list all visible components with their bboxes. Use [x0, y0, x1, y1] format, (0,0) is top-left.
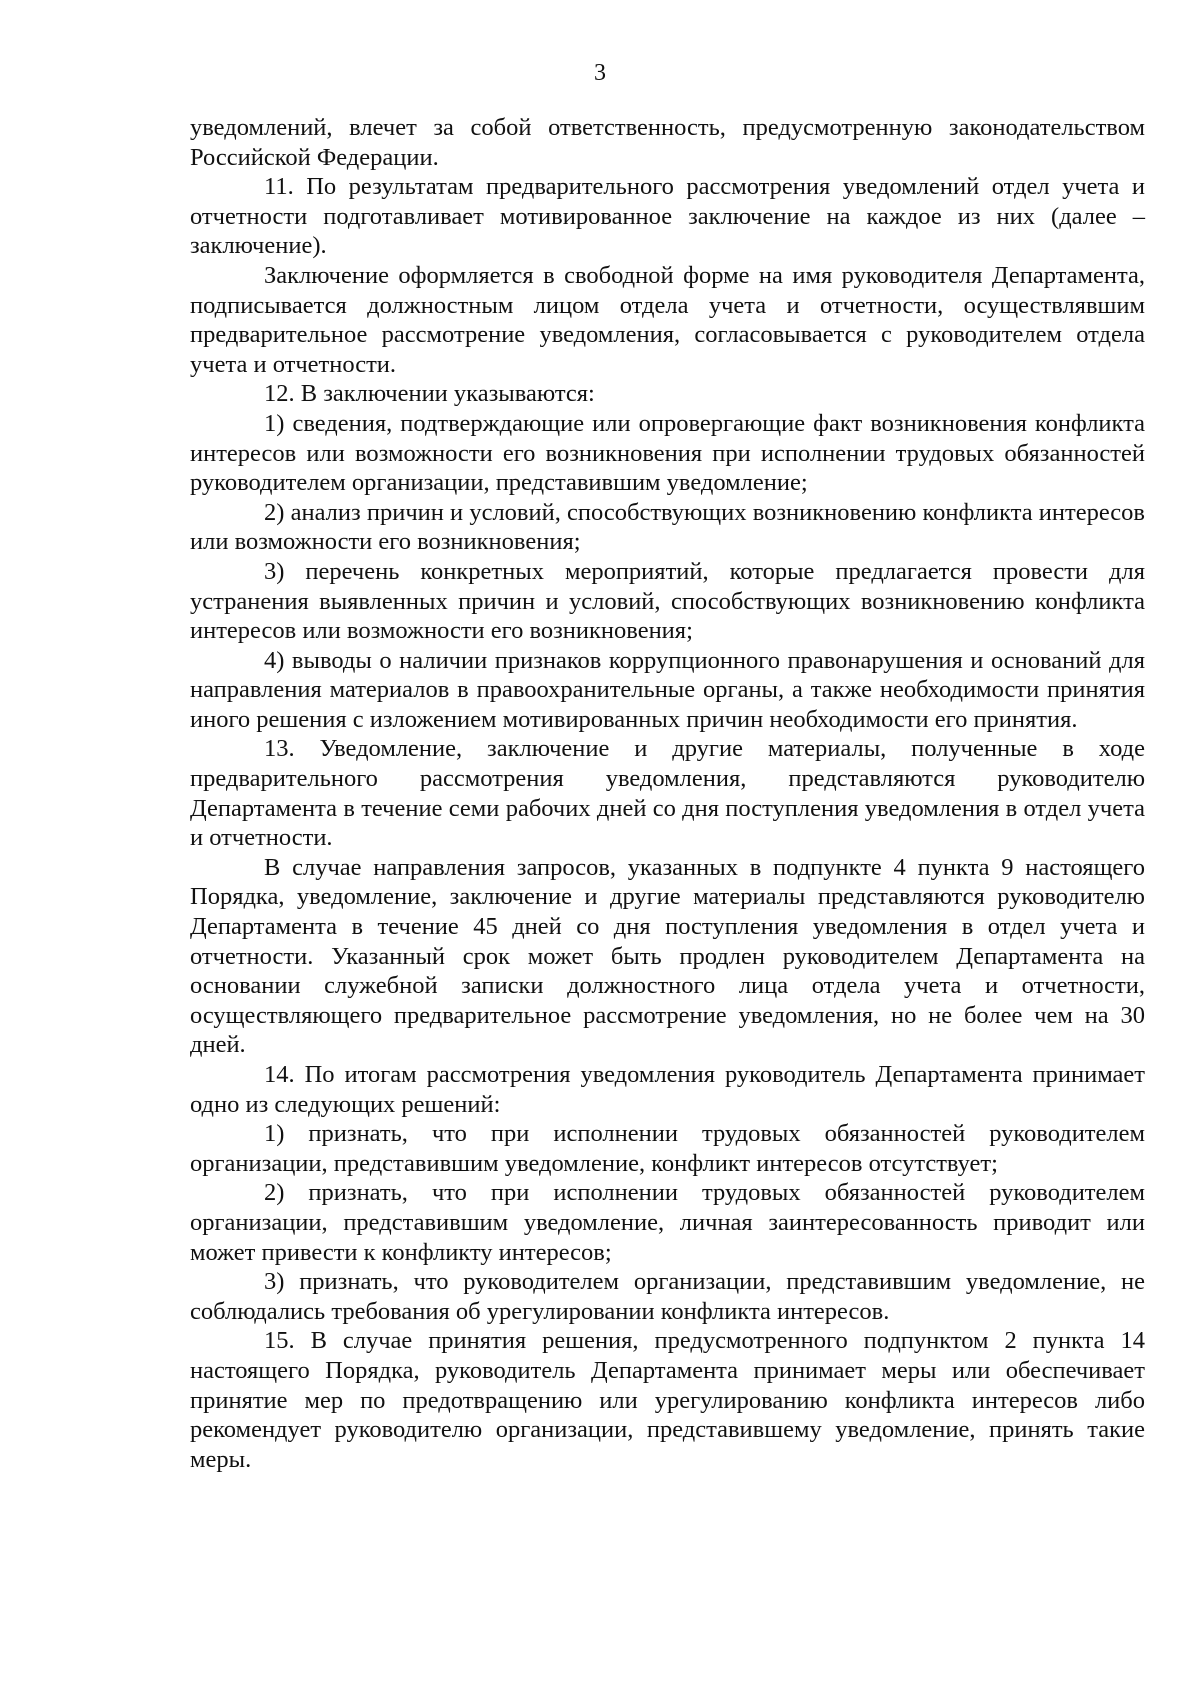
paragraph-conclusion-form: Заключение оформляется в свободной форме на имя руководителя Департамента, подписывается должностным лицом отдела учета и отчетности, осуществлявшим предварительное рассмотрение уведомления, согласовывается с руководителем отдела учета и отчетности.	[190, 261, 1145, 378]
paragraph-subitem-12-2: 2) анализ причин и условий, способствующих возникновению конфликта интересов или возможности его возникновения;	[190, 498, 1145, 556]
paragraph-subitem-14-3: 3) признать, что руководителем организации, представившим уведомление, не соблюдались требования об урегулировании конфликта интересов.	[190, 1268, 1145, 1325]
paragraph-subitem-12-3: 3) перечень конкретных мероприятий, которые предлагается провести для устранения выявленных причин и условий, способствующих возникновению конфликта интересов или возможности его возникновения;	[190, 557, 1145, 645]
paragraph-item-11: 11. По результатам предварительного рассмотрения уведомлений отдел учета и отчетности подготавливает мотивированное заключение на каждое из них (далее – заключение).	[190, 173, 1145, 260]
paragraph-item-12: 12. В заключении указываются:	[264, 380, 595, 408]
paragraph-requests-case: В случае направления запросов, указанных в подпункте 4 пункта 9 настоящего Порядка, уведомление, заключение и другие материалы представляются руководителю Департамента в течение 45 дней со дня поступления уведомления в отдел учета и отчетности. Указанный срок может быть продлен руководителем Департамента на основании служебной записки должностного лица отдела учета и отчетности, осуществляющего предварительное рассмотрение уведомления, но не более чем на 30 дней.	[190, 853, 1145, 1059]
paragraph-item-14: 14. По итогам рассмотрения уведомления руководитель Департамента принимает одно из следующих решений:	[190, 1061, 1145, 1118]
paragraph-continuation: уведомлений, влечет за собой ответственность, предусмотренную законодательством Российской Федерации.	[190, 114, 1145, 171]
paragraph-subitem-12-1: 1) сведения, подтверждающие или опровергающие факт возникновения конфликта интересов или возможности его возникновения при исполнении трудовых обязанностей руководителем организации, представившим уведомление;	[190, 409, 1145, 497]
paragraph-subitem-14-2: 2) признать, что при исполнении трудовых обязанностей руководителем организации, представившим уведомление, личная заинтересованность приводит или может привести к конфликту интересов;	[190, 1179, 1145, 1266]
paragraph-subitem-12-4: 4) выводы о наличии признаков коррупционного правонарушения и оснований для направления материалов в правоохранительные органы, а также необходимости принятия иного решения с изложением мотивированных причин необходимости его принятия.	[190, 646, 1145, 733]
paragraph-item-13: 13. Уведомление, заключение и другие материалы, полученные в ходе предварительного рассмотрения уведомления, представляются руководителю Департамента в течение семи рабочих дней со дня поступления уведомления в отдел учета и отчетности.	[190, 735, 1145, 852]
paragraph-item-15: 15. В случае принятия решения, предусмотренного подпунктом 2 пункта 14 настоящего Порядка, руководитель Департамента принимает меры или обеспечивает принятие мер по предотвращению или урегулированию конфликта интересов либо рекомендует руководителю организации, представившему уведомление, принять такие меры.	[190, 1327, 1145, 1473]
document-body	[190, 113, 1145, 1474]
paragraph-subitem-14-1: 1) признать, что при исполнении трудовых обязанностей руководителем организации, представившим уведомление, конфликт интересов отсутствует;	[190, 1120, 1145, 1177]
page-number: 3	[594, 60, 606, 86]
